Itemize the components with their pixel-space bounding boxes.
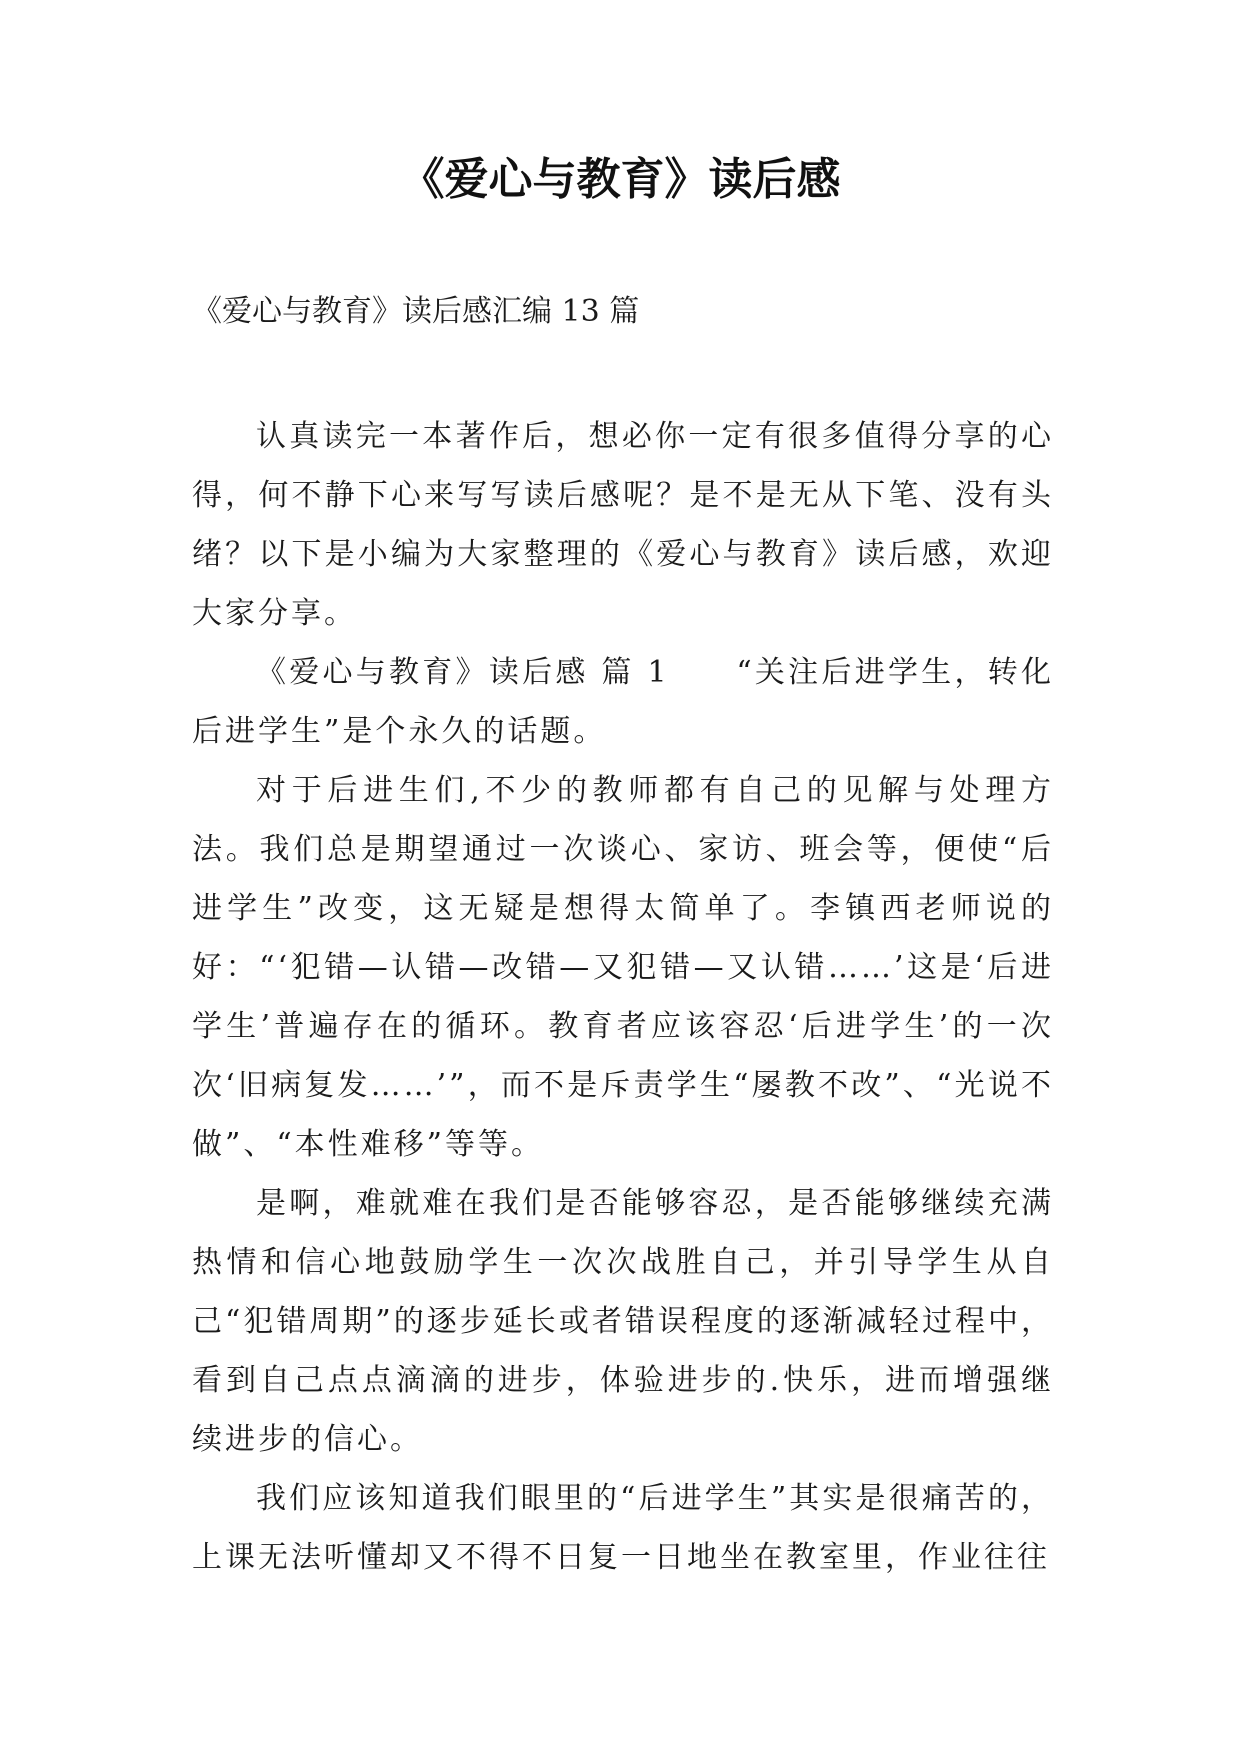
- paragraph-body: 我们应该知道我们眼里的“后进学生”其实是很痛苦的，上课无法听懂却又不得不日复一日地坐在教室里，作业往往: [192, 1481, 1054, 1575]
- document-subtitle: 《爱心与教育》读后感汇编 13 篇: [192, 294, 640, 329]
- paragraph-intro: 认真读完一本著作后，想必你一定有很多值得分享的心得，何不静下心来写写读后感呢？是不是无从下笔、没有头绪？以下是小编为大家整理的《爱心与教育》读后感，欢迎大家分享。: [192, 419, 1054, 631]
- document-title: 《爱心与教育》读后感: [400, 154, 841, 205]
- document-body: [192, 407, 1054, 1587]
- paragraph-body: 对于后进生们,不少的教师都有自己的见解与处理方法。我们总是期望通过一次谈心、家访、班会等，便使“后进学生”改变，这无疑是想得太简单了。李镇西老师说的好：“‘犯错—认错—改错—又犯错—又认错……’这是‘后进学生’普遍存在的循环。教育者应该容忍‘后进学生’的一次次‘旧病复发……’”，而不是斥责学生“屡教不改”、“光说不做”、“本性难移”等等。: [192, 773, 1054, 1162]
- paragraph-section-1-heading: 《爱心与教育》读后感 篇 1 “关注后进学生，转化后进学生”是个永久的话题。: [192, 655, 1054, 749]
- paragraph-body: 是啊，难就难在我们是否能够容忍，是否能够继续充满热情和信心地鼓励学生一次次战胜自己，并引导学生从自己“犯错周期”的逐步延长或者错误程度的逐渐减轻过程中，看到自己点点滴滴的进步，体验进步的.快乐，进而增强继续进步的信心。: [192, 1186, 1054, 1457]
